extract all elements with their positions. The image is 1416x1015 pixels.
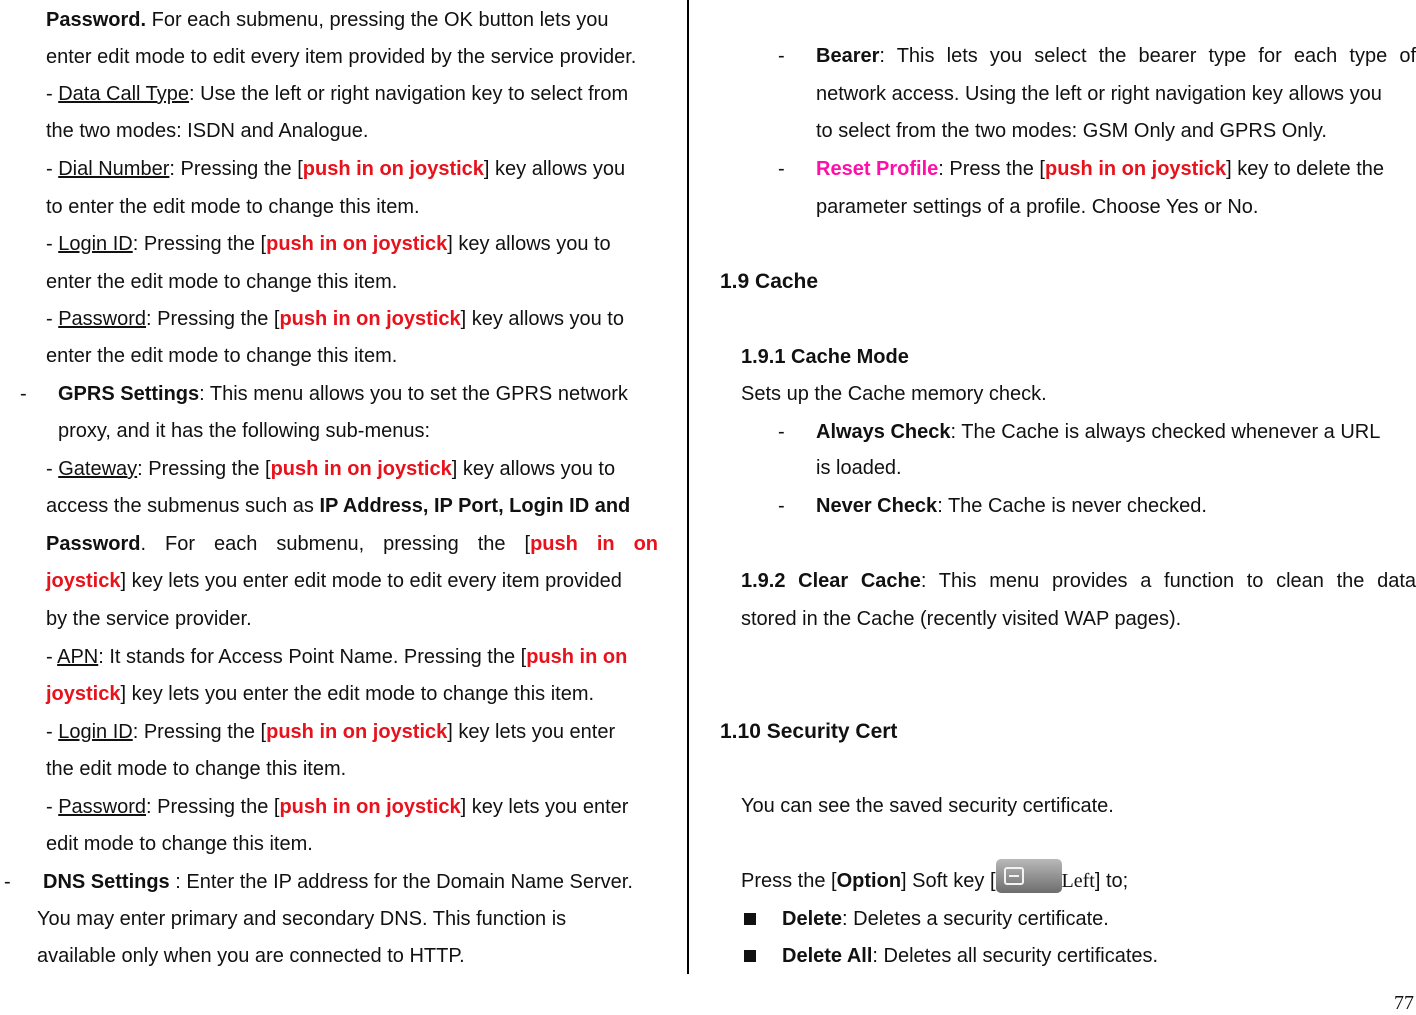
text-line: You can see the saved security certificate. [741,795,1114,817]
text-line: Sets up the Cache memory check. [741,383,1047,405]
password-item-gprs: - Password: Pressing the [push in on joystick] key lets you enter [46,796,629,818]
reset-profile-item: Reset Profile: Press the [push in on joystick] key to delete the [816,158,1385,180]
text-line: the edit mode to change this item. [46,758,347,780]
dns-settings-item: DNS Settings : Enter the IP address for the Domain Name Server. [43,871,633,893]
login-id-item-gprs: - Login ID: Pressing the [push in on joystick] key lets you enter [46,721,616,743]
bullet-dash: - [20,383,27,405]
gprs-settings-item: GPRS Settings: This menu allows you to set the GPRS network [58,383,628,405]
bullet-dash: - [4,871,11,893]
clear-cache-item: 1.9.2 Clear Cache: This menu provides a function to clean the data [741,570,1416,592]
text-line: joystick] key lets you enter the edit mode to change this item. [46,683,595,705]
text-line: to enter the edit mode to change this item. [46,196,420,218]
text-line: to select from the two modes: GSM Only and GPRS Only. [816,120,1327,142]
square-bullet-icon [744,944,756,968]
section-heading: 1.10 Security Cert [720,720,898,743]
bullet-dash: - [778,158,785,180]
never-check-item: Never Check: The Cache is never checked. [816,495,1207,517]
delete-item: Delete: Deletes a security certificate. [782,908,1109,930]
login-id-item: - Login ID: Pressing the [push in on joystick] key allows you to [46,233,611,255]
apn-item: - APN: It stands for Access Point Name. Pressing the [push in on [46,646,628,668]
text-line: joystick] key lets you enter edit mode to edit every item provided [46,570,622,592]
text-line: edit mode to change this item. [46,833,313,855]
bullet-dash: - [778,45,785,67]
square-bullet-icon [744,907,756,931]
always-check-item: Always Check: The Cache is always checked whenever a URL [816,421,1381,443]
dial-number-item: - Dial Number: Pressing the [push in on joystick] key allows you [46,158,626,180]
text-line: available only when you are connected to HTTP. [37,945,465,967]
bearer-item: Bearer: This lets you select the bearer type for each type of [816,45,1416,67]
text-line: You may enter primary and secondary DNS. This function is [37,908,567,930]
text-line: stored in the Cache (recently visited WAP pages). [741,608,1182,630]
gateway-item: - Gateway: Pressing the [push in on joystick] key allows you to [46,458,616,480]
text-line: parameter settings of a profile. Choose Yes or No. [816,196,1259,218]
bullet-dash: - [778,495,785,517]
data-call-type-item: - Data Call Type: Use the left or right navigation key to select from [46,83,629,105]
text-line: is loaded. [816,457,902,479]
delete-all-item: Delete All: Deletes all security certificates. [782,945,1159,967]
text-line: enter the edit mode to change this item. [46,345,398,367]
page-number: 77 [1394,992,1414,1014]
text-line: proxy, and it has the following sub-menus: [58,420,431,442]
text-line: by the service provider. [46,608,252,630]
text-line: network access. Using the left or right navigation key allows you [816,83,1382,105]
bullet-dash: - [778,421,785,443]
text-line: Password. For each submenu, pressing the [push in on [46,533,658,555]
password-item: - Password: Pressing the [push in on joystick] key allows you to [46,308,624,330]
text-line: access the submenus such as IP Address, IP Port, Login ID and [46,495,631,517]
section-heading: 1.9 Cache [720,270,819,293]
text-line: Password. For each submenu, pressing the OK button lets you [46,9,609,31]
text-line: enter the edit mode to change this item. [46,271,398,293]
press-option-line: Press the [Option] Soft key [ Left] to; [741,859,1128,895]
text-line: enter edit mode to edit every item provided by the service provider. [46,46,637,68]
subsection-heading: 1.9.1 Cache Mode [741,346,909,368]
column-divider [687,0,689,974]
left-soft-key-icon [996,859,1062,893]
text-line: the two modes: ISDN and Analogue. [46,120,369,142]
